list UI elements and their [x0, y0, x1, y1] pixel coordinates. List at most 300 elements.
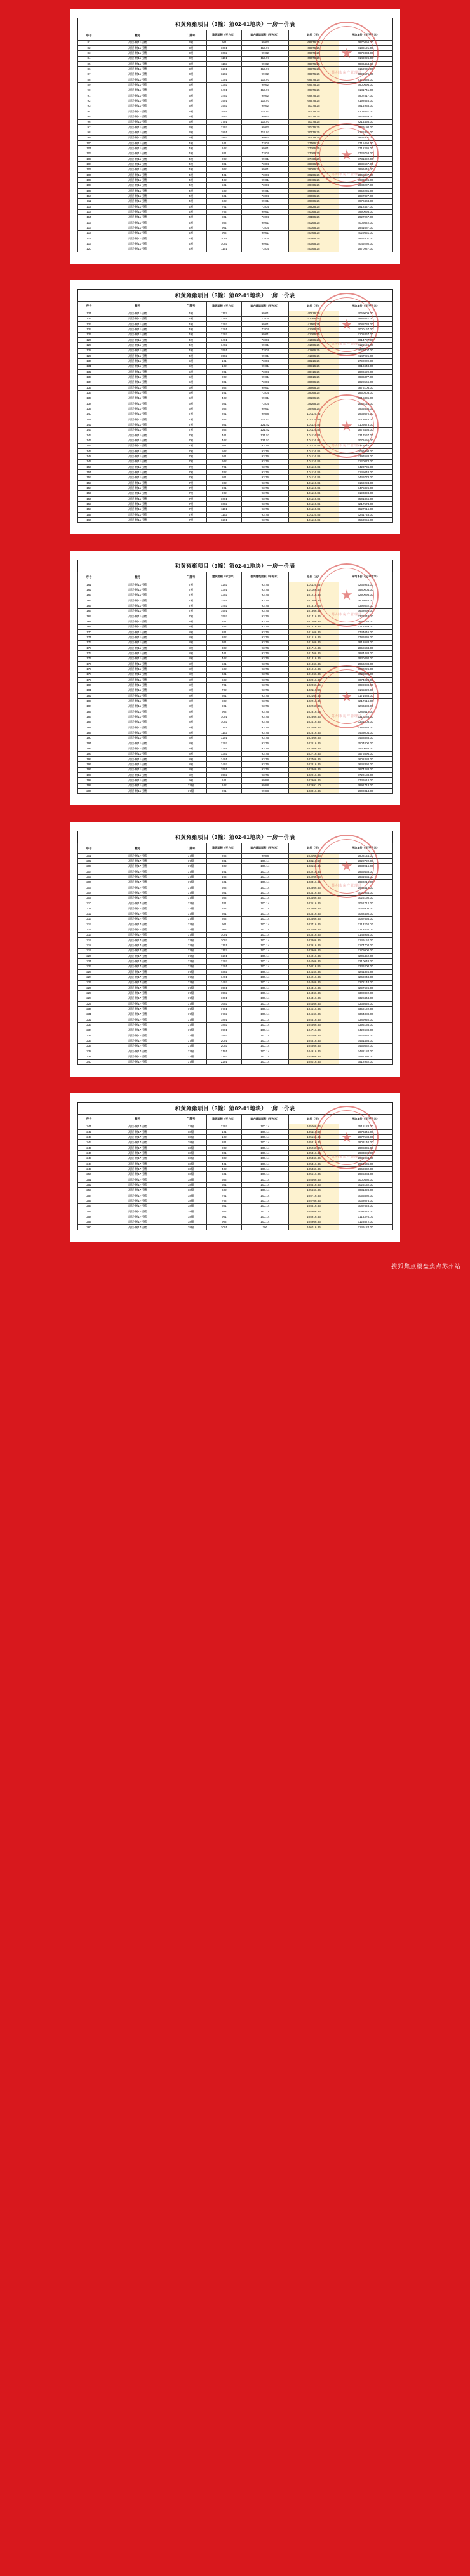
table-cell: 3113208.00 — [339, 922, 392, 927]
table-cell: 7幢 — [175, 417, 207, 422]
table-cell: 2884488.00 — [339, 651, 392, 656]
table-row — [78, 587, 393, 593]
table-cell: 高层-幢17号楼 — [100, 875, 175, 880]
column-header: 幢号 — [100, 1114, 175, 1124]
table-cell: 901 — [207, 704, 242, 709]
table-cell: 99.61 — [241, 332, 288, 337]
table-cell: 高层-幢17号楼 — [100, 1033, 175, 1038]
table-cell: 3149124.00 — [339, 1224, 392, 1230]
table-cell: 702 — [207, 688, 242, 693]
table-cell: 37366.25 — [288, 151, 339, 156]
table-cell: 高层-幢11号楼 — [100, 343, 175, 348]
table-cell: 3315288.00 — [339, 714, 392, 720]
table-cell: 1401 — [207, 337, 242, 342]
table-cell: 7幢 — [175, 518, 207, 523]
table-cell: 3056908.00 — [339, 906, 392, 911]
table-row — [78, 720, 393, 725]
table-row — [78, 438, 393, 443]
table-cell: 113 — [78, 210, 100, 215]
table-cell: 高层-幢11号楼 — [100, 162, 175, 167]
table-cell: 3056880.00 — [339, 1193, 392, 1198]
table-cell: 高层-幢17号楼 — [100, 1177, 175, 1182]
table-cell: 180 — [78, 683, 100, 688]
table-cell: 3289412.00 — [339, 709, 392, 714]
table-cell: 17幢 — [175, 932, 207, 937]
table-cell: 1102 — [207, 311, 242, 316]
table-cell: 201 — [207, 788, 242, 793]
table-cell: 100.14 — [241, 906, 288, 911]
column-header: 平均单价（元/平方米） — [339, 301, 392, 311]
table-cell: 高层-幢11号楼 — [100, 130, 175, 135]
table-cell: 4049280.00 — [339, 241, 392, 246]
table-cell: 702 — [207, 1198, 242, 1204]
table-cell: 高层-幢11号楼 — [100, 104, 175, 109]
column-header: 套内建筑面积（平方米） — [241, 843, 288, 854]
table-cell: 高层-幢17号楼 — [100, 864, 175, 869]
table-cell: 105416.86 — [288, 1161, 339, 1166]
table-cell: 7幢 — [175, 412, 207, 417]
table-cell: 99.61 — [241, 364, 288, 369]
table-row — [78, 518, 393, 523]
table-cell: 高层-幢11号楼 — [100, 311, 175, 316]
table-cell: 602 — [207, 1188, 242, 1193]
table-cell: 902 — [207, 1219, 242, 1224]
table-cell: 70376.25 — [288, 119, 339, 124]
table-cell: 802 — [207, 480, 242, 485]
table-cell: 207 — [78, 885, 100, 890]
table-row — [78, 98, 393, 104]
table-cell: 2912447.00 — [339, 204, 392, 209]
table-cell: 136 — [78, 391, 100, 396]
table-cell: 7幢 — [175, 598, 207, 603]
table-cell: 高层-幢11号楼 — [100, 156, 175, 161]
table-cell: 3171688.00 — [339, 693, 392, 698]
table-cell: 8幢 — [175, 651, 207, 656]
table-cell: 249 — [78, 1167, 100, 1172]
table-cell: 103766.86 — [288, 927, 339, 932]
table-row — [78, 704, 393, 709]
table-cell: 高层-幢17号楼 — [100, 1043, 175, 1049]
table-cell: 高层-幢11号楼 — [100, 767, 175, 772]
table-cell: 3169224.00 — [339, 480, 392, 485]
table-row — [78, 353, 393, 358]
table-cell: 3433004.00 — [339, 730, 392, 735]
table-cell: 18幢 — [175, 1198, 207, 1204]
table-cell: 高层-幢11号楼 — [100, 114, 175, 119]
table-cell: 73.04 — [241, 327, 288, 332]
table-cell: 104916.86 — [288, 1049, 339, 1054]
table-cell: 199 — [78, 783, 100, 788]
table-row — [78, 1023, 393, 1028]
table-cell: 100.14 — [241, 911, 288, 916]
table-cell: 129 — [78, 353, 100, 358]
table-row — [78, 45, 393, 50]
table-cell: 高层-幢11号楼 — [100, 640, 175, 645]
table-cell: 2101 — [207, 1049, 242, 1054]
table-cell: 2002 — [207, 1043, 242, 1049]
table-cell: 801 — [207, 911, 242, 916]
table-cell: 18幢 — [175, 1129, 207, 1134]
table-cell: 高层-幢11号楼 — [100, 83, 175, 88]
table-row — [78, 656, 393, 661]
table-cell: 99.62 — [241, 124, 288, 130]
table-cell: 2850503.00 — [339, 391, 392, 396]
table-cell: 99.61 — [241, 199, 288, 204]
table-cell: 100.14 — [241, 1059, 288, 1064]
table-cell: 99.61 — [241, 241, 288, 246]
table-cell: 2658134.00 — [339, 619, 392, 624]
sheet-title: 和黄雍雍项目（3幢）第02-01地块）一房一价表 — [77, 831, 393, 843]
table-cell: 100.14 — [241, 922, 288, 927]
table-cell: 1501 — [207, 608, 242, 614]
table-cell: 7幢 — [175, 593, 207, 598]
table-cell: 1401 — [207, 598, 242, 603]
table-cell: 100.14 — [241, 901, 288, 906]
table-row — [78, 1177, 393, 1182]
table-cell: 高层-幢11号楼 — [100, 51, 175, 56]
table-cell: 100.14 — [241, 1193, 288, 1198]
table-cell: 103116.86 — [288, 859, 339, 864]
table-cell: 101516.86 — [288, 624, 339, 629]
table-row — [78, 640, 393, 645]
table-cell: 100.14 — [241, 969, 288, 974]
table-cell: 101116.86 — [288, 443, 339, 448]
table-cell: 高层-幢11号楼 — [100, 587, 175, 593]
table-cell: 2930430.00 — [339, 656, 392, 661]
table-cell: 101966.86 — [288, 672, 339, 677]
table-cell: 7幢 — [175, 470, 207, 475]
table-cell: 401 — [207, 172, 242, 177]
table-cell: 3105673.00 — [339, 422, 392, 427]
table-cell: 93.76 — [241, 486, 288, 491]
table-cell: 195 — [78, 762, 100, 767]
table-row — [78, 1033, 393, 1038]
table-cell: 93 — [78, 104, 100, 109]
table-cell: 601 — [207, 890, 242, 896]
table-cell: 2985547.00 — [339, 316, 392, 321]
table-row — [78, 683, 393, 688]
table-cell: 101116.86 — [288, 475, 339, 480]
table-cell: 150 — [78, 464, 100, 469]
table-cell: 701 — [207, 1193, 242, 1198]
table-row — [78, 746, 393, 751]
table-row — [78, 603, 393, 608]
table-cell: 2838667.00 — [339, 162, 392, 167]
table-row — [78, 693, 393, 698]
table-cell: 115 — [78, 220, 100, 225]
table-cell: 246 — [78, 1151, 100, 1156]
table-cell: 101316.86 — [288, 603, 339, 608]
table-cell: 41066.25 — [288, 316, 339, 321]
table-cell: 245 — [78, 1145, 100, 1150]
table-cell: 高层-幢17号楼 — [100, 938, 175, 943]
table-cell: 204 — [78, 869, 100, 874]
table-cell: 4029551.00 — [339, 231, 392, 236]
table-cell: 1701 — [207, 119, 242, 124]
table-cell: 高层-幢11号楼 — [100, 396, 175, 401]
table-cell: 93.76 — [241, 464, 288, 469]
table-cell: 高层-幢11号楼 — [100, 614, 175, 619]
table-cell: 3602488.00 — [339, 756, 392, 761]
table-cell: 2891718.00 — [339, 783, 392, 788]
table-row — [78, 943, 393, 948]
table-cell: 100.14 — [241, 1017, 288, 1022]
table-row — [78, 1209, 393, 1214]
table-cell: 103416.86 — [288, 890, 339, 896]
table-row — [78, 119, 393, 124]
table-cell: 601 — [207, 454, 242, 459]
table-cell: 高层-幢11号楼 — [100, 172, 175, 177]
table-row — [78, 114, 393, 119]
table-cell: 255 — [78, 1198, 100, 1204]
price-table — [77, 843, 393, 1065]
table-cell: 1402 — [207, 343, 242, 348]
table-row — [78, 1172, 393, 1177]
table-cell: 3272144.00 — [339, 980, 392, 985]
table-cell: 3449778.00 — [339, 475, 392, 480]
table-cell: 502 — [207, 448, 242, 453]
table-cell: 3149152.00 — [339, 938, 392, 943]
table-cell: 4012016.00 — [339, 417, 392, 422]
table-cell: 2868587.00 — [339, 172, 392, 177]
table-cell: 1402 — [207, 980, 242, 985]
table-cell: 183 — [78, 699, 100, 704]
column-header: 序号 — [78, 572, 100, 582]
table-cell: 93.76 — [241, 518, 288, 523]
table-row — [78, 1198, 393, 1204]
table-cell: 99.61 — [241, 210, 288, 215]
table-cell: 242 — [78, 1129, 100, 1134]
table-cell: 3425884.00 — [339, 1033, 392, 1038]
table-cell: 102 — [207, 624, 242, 629]
table-row — [78, 151, 393, 156]
table-cell: 高层-幢17号楼 — [100, 1198, 175, 1204]
table-row — [78, 1054, 393, 1059]
table-cell: 93.76 — [241, 661, 288, 666]
table-cell: 252 — [78, 1183, 100, 1188]
table-cell: 高层-幢11号楼 — [100, 215, 175, 220]
table-cell: 高层-幢11号楼 — [100, 72, 175, 77]
table-row — [78, 875, 393, 880]
table-cell: 99.62 — [241, 93, 288, 98]
table-cell: 70276.25 — [288, 114, 339, 119]
table-row — [78, 401, 393, 406]
table-row — [78, 470, 393, 475]
table-cell: 4幢 — [175, 316, 207, 321]
table-cell: 99.61 — [241, 156, 288, 161]
table-cell: 86 — [78, 67, 100, 72]
table-cell: 2956307.00 — [339, 236, 392, 241]
table-cell: 18幢 — [175, 1172, 207, 1177]
table-cell: 69876.25 — [288, 93, 339, 98]
table-cell: 3398662.00 — [339, 603, 392, 608]
table-cell: 1402 — [207, 93, 242, 98]
table-cell: 高层-幢11号楼 — [100, 88, 175, 93]
table-cell: 93.76 — [241, 699, 288, 704]
table-cell: 3290098.00 — [339, 593, 392, 598]
table-cell: 2202 — [207, 1124, 242, 1129]
table-cell: 3118376.00 — [339, 1214, 392, 1219]
table-cell: 高层-幢11号楼 — [100, 778, 175, 783]
table-cell: 99.61 — [241, 321, 288, 326]
table-cell: 1002 — [207, 938, 242, 943]
table-cell: 73.04 — [241, 316, 288, 321]
table-row — [78, 1204, 393, 1209]
table-cell: 4幢 — [175, 241, 207, 246]
table-cell: 3026132.00 — [339, 1183, 392, 1188]
table-cell: 192 — [78, 746, 100, 751]
table-cell: 3836377.00 — [339, 375, 392, 380]
table-row — [78, 1193, 393, 1198]
table-cell: 7幢 — [175, 587, 207, 593]
table-cell: 102 — [207, 1135, 242, 1140]
table-row — [78, 762, 393, 767]
table-cell: 69076.25 — [288, 56, 339, 61]
table-cell: 174 — [78, 651, 100, 656]
table-cell: 3幢 — [175, 67, 207, 72]
table-cell: 3000167.00 — [339, 327, 392, 332]
table-cell: 100.14 — [241, 975, 288, 980]
table-cell: 1202 — [207, 582, 242, 587]
table-cell: 100.14 — [241, 1033, 288, 1038]
table-cell: 8幢 — [175, 693, 207, 698]
table-cell: 401 — [207, 391, 242, 396]
table-cell: 5幢 — [175, 401, 207, 406]
table-cell: 201 — [78, 853, 100, 858]
table-cell: 93.76 — [241, 672, 288, 677]
table-cell: 17幢 — [175, 959, 207, 964]
table-cell: 801 — [207, 475, 242, 480]
table-cell: 高层-幢11号楼 — [100, 406, 175, 412]
seal-label: 苏州市房产管理局 — [331, 613, 362, 617]
table-cell: 17幢 — [175, 991, 207, 996]
table-row — [78, 321, 393, 326]
column-header: 建筑面积（平方米） — [207, 843, 242, 854]
table-cell: 5幢 — [175, 369, 207, 374]
table-cell: 98 — [78, 130, 100, 135]
seal-label: 苏州市房产管理局 — [331, 443, 362, 448]
table-cell: 3幢 — [175, 124, 207, 130]
table-cell: 89 — [78, 83, 100, 88]
table-cell: 17幢 — [175, 783, 207, 788]
table-cell: 38666.25 — [288, 380, 339, 385]
table-cell: 173 — [78, 645, 100, 650]
table-cell: 146 — [78, 443, 100, 448]
table-cell: 39266.25 — [288, 172, 339, 177]
table-cell: 高层-幢11号楼 — [100, 135, 175, 140]
table-cell: 1901 — [207, 1028, 242, 1033]
table-cell: 8幢 — [175, 667, 207, 672]
table-cell: 1002 — [207, 241, 242, 246]
table-cell: 3530688.00 — [339, 746, 392, 751]
table-cell: 1001 — [207, 932, 242, 937]
table-cell: 高层-幢17号楼 — [100, 1140, 175, 1145]
table-cell: 4幢 — [175, 225, 207, 231]
table-cell: 103716.86 — [288, 922, 339, 927]
table-row — [78, 1140, 393, 1145]
table-cell: 8幢 — [175, 629, 207, 634]
table-cell: 高层-幢11号楼 — [100, 364, 175, 369]
table-cell: 103016.86 — [288, 788, 339, 793]
table-cell: 高层-幢11号楼 — [100, 454, 175, 459]
table-cell: 高层-幢11号楼 — [100, 507, 175, 512]
table-cell: 102466.86 — [288, 725, 339, 730]
table-cell: 69576.25 — [288, 77, 339, 82]
table-cell: 17幢 — [175, 922, 207, 927]
table-cell: 102516.86 — [288, 730, 339, 735]
table-cell: 104266.86 — [288, 980, 339, 985]
table-cell: 93.76 — [241, 677, 288, 682]
table-row — [78, 433, 393, 438]
table-cell: 99.88 — [241, 783, 288, 788]
table-cell: 73.04 — [241, 151, 288, 156]
table-cell: 101916.86 — [288, 667, 339, 672]
table-cell: 1402 — [207, 762, 242, 767]
table-cell: 高层-幢11号楼 — [100, 56, 175, 61]
table-cell: 104766.86 — [288, 1033, 339, 1038]
table-cell: 142 — [78, 422, 100, 427]
table-cell: 高层-幢11号楼 — [100, 464, 175, 469]
table-cell: 301 — [207, 380, 242, 385]
table-cell: 高层-幢11号楼 — [100, 496, 175, 501]
table-row — [78, 709, 393, 714]
table-cell: 234 — [78, 1028, 100, 1033]
table-cell: 3950235.00 — [339, 188, 392, 193]
table-cell: 602 — [207, 677, 242, 682]
table-row — [78, 72, 393, 77]
table-cell: 7幢 — [175, 603, 207, 608]
table-cell: 17幢 — [175, 927, 207, 932]
table-cell: 201 — [207, 629, 242, 634]
table-cell: 38516.25 — [288, 375, 339, 380]
table-cell: 104466.86 — [288, 1001, 339, 1006]
table-cell: 高层-幢11号楼 — [100, 241, 175, 246]
table-cell: 93.76 — [241, 709, 288, 714]
table-cell: 105516.86 — [288, 1172, 339, 1177]
table-cell: 6893575.00 — [339, 72, 392, 77]
table-cell: 18幢 — [175, 1167, 207, 1172]
table-cell: 702 — [207, 210, 242, 215]
table-cell: 210 — [78, 901, 100, 906]
table-cell: 1201 — [207, 67, 242, 72]
table-row — [78, 327, 393, 332]
table-cell: 3193398.00 — [339, 491, 392, 496]
table-cell: 159 — [78, 512, 100, 517]
table-row — [78, 911, 393, 916]
table-cell: 104516.86 — [288, 1007, 339, 1012]
table-cell: 103866.86 — [288, 938, 339, 943]
table-cell: 100.14 — [241, 1001, 288, 1006]
table-cell: 3891046.00 — [339, 167, 392, 172]
table-cell: 902 — [207, 927, 242, 932]
table-cell: 8幢 — [175, 751, 207, 756]
table-cell: 4幢 — [175, 220, 207, 225]
table-cell: 902 — [207, 709, 242, 714]
table-cell: 1102 — [207, 61, 242, 66]
table-cell: 103216.86 — [288, 869, 339, 874]
table-cell: 1202 — [207, 959, 242, 964]
table-cell: 高层-幢17号楼 — [100, 932, 175, 937]
table-cell: 7幢 — [175, 438, 207, 443]
table-cell: 100.14 — [241, 1023, 288, 1028]
table-cell: 41166.25 — [288, 321, 339, 326]
table-cell: 134 — [78, 380, 100, 385]
table-cell: 3606046.00 — [339, 598, 392, 603]
table-cell: 99.61 — [241, 353, 288, 358]
table-cell: 801 — [207, 215, 242, 220]
column-header: 总价（元） — [288, 843, 339, 854]
table-cell: 99.61 — [241, 406, 288, 412]
